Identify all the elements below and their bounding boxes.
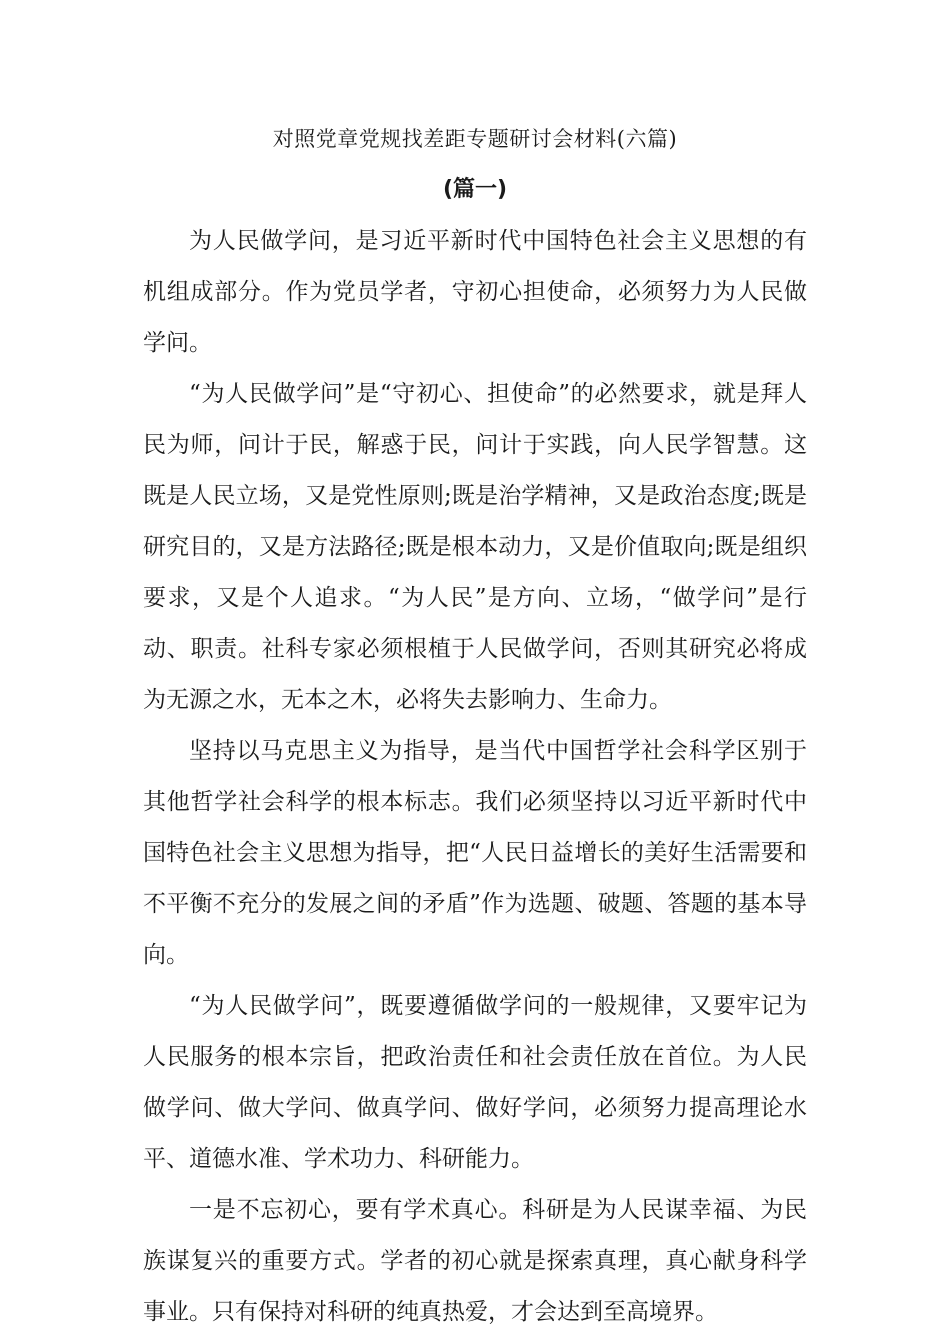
document-body: [143, 216, 807, 1338]
body-paragraph: “为人民做学问”，既要遵循做学问的一般规律，又要牢记为人民服务的根本宗旨，把政治责任和社会责任放在首位。为人民做学问、做大学问、做真学问、做好学问，必须努力提高理论水平、道德水准、学术功力、科研能力。: [143, 993, 807, 1172]
document-title: 对照党章党规找差距专题研讨会材料(六篇): [272, 127, 678, 151]
body-paragraph: “为人民做学问”是“守初心、担使命”的必然要求，就是拜人民为师，问计于民，解惑于民，问计于实践，向人民学智慧。这既是人民立场，又是党性原则;既是治学精神，又是政治态度;既是研究目的，又是方法路径;既是根本动力，又是价值取向;既是组织要求，又是个人追求。“为人民”是方向、立场，“做学问”是行动、职责。社科专家必须根植于人民做学问，否则其研究必将成为无源之水，无本之木，必将失去影响力、生命力。: [143, 381, 807, 713]
body-paragraph: 一是不忘初心，要有学术真心。科研是为人民谋幸福、为民族谋复兴的重要方式。学者的初心就是探索真理，真心献身科学事业。只有保持对科研的纯真热爱，才会达到至高境界。: [143, 1197, 807, 1325]
body-paragraph: 为人民做学问，是习近平新时代中国特色社会主义思想的有机组成部分。作为党员学者，守初心担使命，必须努力为人民做学问。: [143, 228, 807, 356]
body-paragraph: 坚持以马克思主义为指导，是当代中国哲学社会科学区别于其他哲学社会科学的根本标志。我们必须坚持以习近平新时代中国特色社会主义思想为指导，把“人民日益增长的美好生活需要和不平衡不充分的发展之间的矛盾”作为选题、破题、答题的基本导向。: [143, 738, 807, 968]
section-heading: (篇一): [442, 177, 508, 202]
